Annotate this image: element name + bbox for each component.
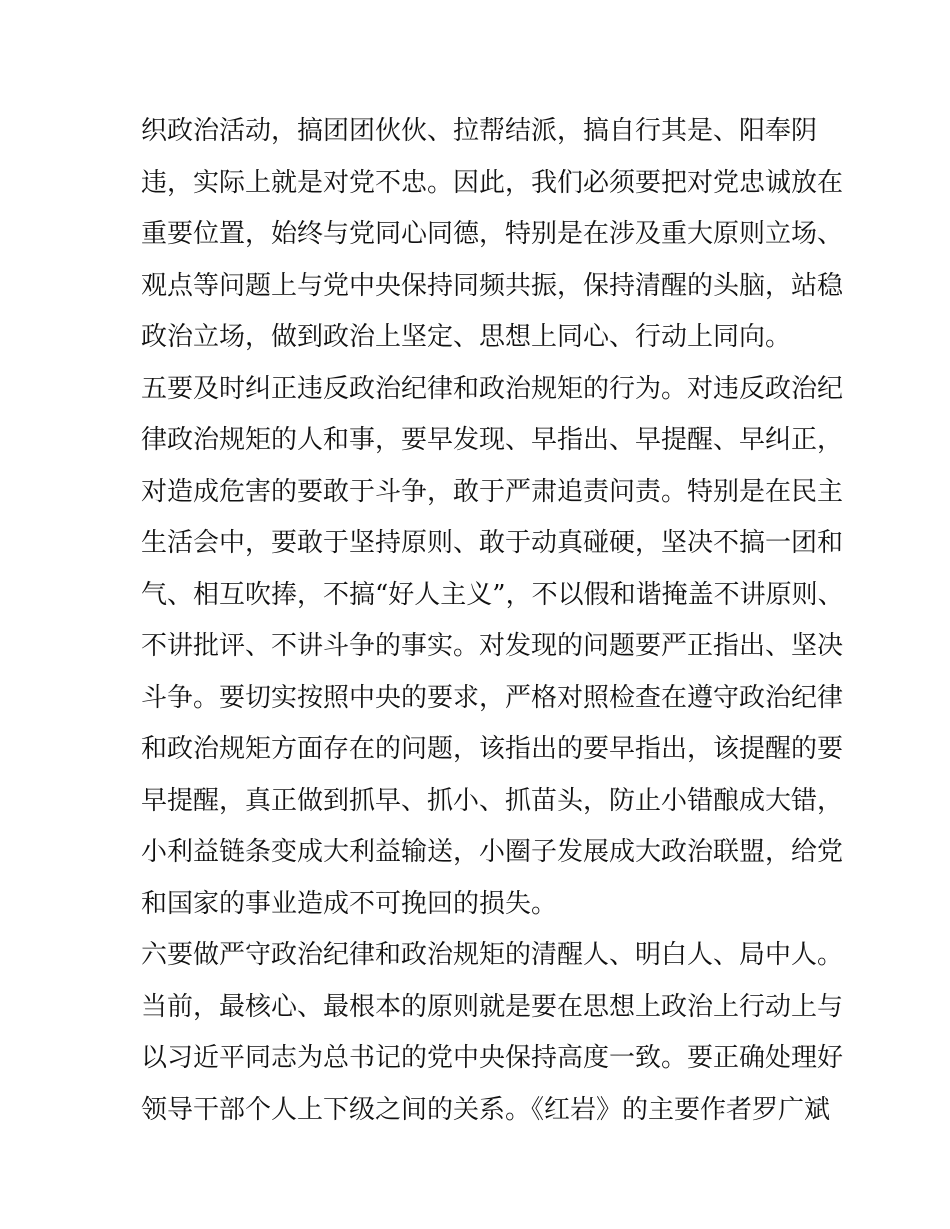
text-line-2: 违，实际上就是对党不忠。因此，我们必须要把对党忠诚放在	[141, 167, 844, 198]
text-line-15: 小利益链条变成大利益输送，小圈子发展成大政治联盟，给党	[141, 837, 844, 867]
text-line-7: 律政治规矩的人和事，要早发现、早指出、早提醒、早纠正，	[141, 425, 844, 455]
text-line-8: 对造成危害的要敢于斗争，敢于严肃追责问责。特别是在民主	[141, 476, 844, 507]
text-line-20: 领导干部个人上下级之间的关系。《红岩》的主要作者罗广斌	[141, 1094, 831, 1125]
text-line-6: 五要及时纠正违反政治纪律和政治规矩的行为。对违反政治纪	[141, 373, 844, 404]
text-line-17: 六要做严守政治纪律和政治规矩的清醒人、明白人、局中人。	[141, 940, 844, 970]
text-line-5: 政治立场，做到政治上坚定、思想上同心、行动上同向。	[141, 322, 792, 352]
text-line-18: 当前，最核心、最根本的原则就是要在思想上政治上行动上与	[141, 991, 844, 1022]
text-line-11: 不讲批评、不讲斗争的事实。对发现的问题要严正指出、坚决	[141, 631, 844, 661]
text-line-10: 气、相互吹捧，不搞“好人主义”，不以假和谐掩盖不讲原则、	[141, 579, 844, 610]
text-line-1: 织政治活动，搞团团伙伙、拉帮结派，搞自行其是、阳奉阴	[141, 116, 818, 146]
text-line-14: 早提醒，真正做到抓早、抓小、抓苗头，防止小错酿成大错，	[141, 785, 844, 816]
body-text	[141, 106, 844, 1136]
text-line-9: 生活会中，要敢于坚持原则、敢于动真碰硬，坚决不搞一团和	[141, 528, 844, 558]
text-line-16: 和国家的事业造成不可挽回的损失。	[141, 888, 558, 919]
text-line-4: 观点等问题上与党中央保持同频共振，保持清醒的头脑，站稳	[141, 270, 844, 301]
text-line-3: 重要位置，始终与党同心同德，特别是在涉及重大原则立场、	[141, 219, 844, 249]
text-line-13: 和政治规矩方面存在的问题，该指出的要早指出，该提醒的要	[141, 734, 844, 764]
text-line-19: 以习近平同志为总书记的党中央保持高度一致。要正确处理好	[141, 1043, 844, 1073]
text-line-12: 斗争。要切实按照中央的要求，严格对照检查在遵守政治纪律	[141, 682, 844, 713]
